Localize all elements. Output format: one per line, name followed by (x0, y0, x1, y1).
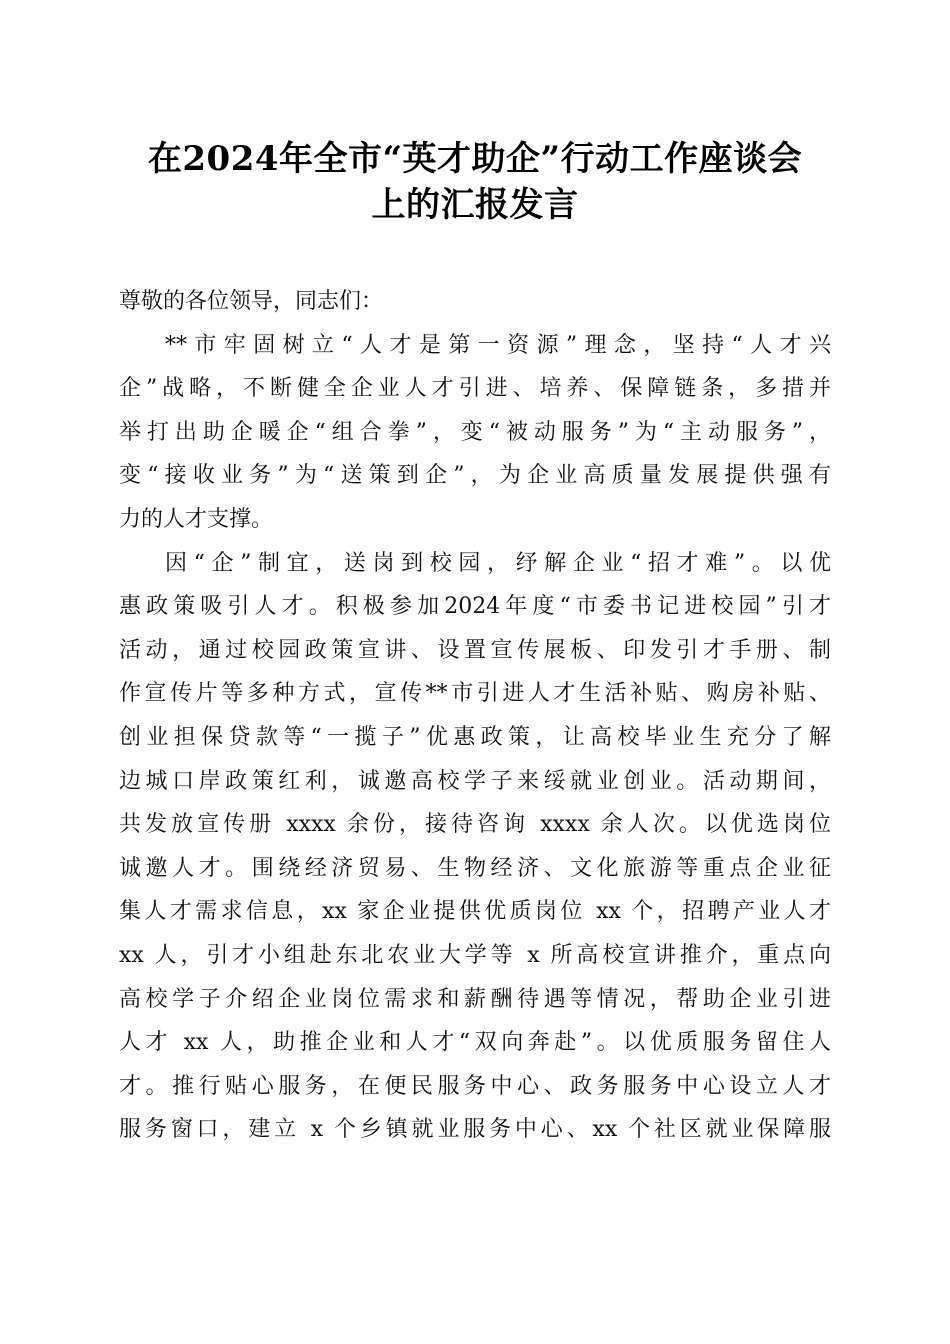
body-text-line: 高校学子介绍企业岗位需求和薪酬待遇等情况，帮助企业引进 (119, 986, 831, 1012)
document-title (100, 136, 850, 228)
document-body (119, 280, 831, 1152)
body-text-line: 人才 xx 人，助推企业和人才“双向奔赴”。以优质服务留住人 (119, 1030, 831, 1056)
body-text-line: 边城口岸政策红利，诚邀高校学子来绥就业创业。活动期间， (119, 768, 831, 794)
body-text-line: 诚邀人才。围绕经济贸易、生物经济、文化旅游等重点企业征 (119, 855, 831, 881)
body-text-line: 才。推行贴心服务，在便民服务中心、政务服务中心设立人才 (119, 1073, 831, 1099)
body-text-line: 共发放宣传册 xxxx 余份，接待咨询 xxxx 余人次。以优选岗位 (119, 812, 831, 838)
body-text-line: **市牢固树立“人才是第一资源”理念，坚持“人才兴 (165, 332, 831, 358)
body-text-line: 服务窗口，建立 x 个乡镇就业服务中心、xx 个社区就业保障服 (119, 1117, 831, 1143)
body-text-line: 创业担保贷款等“一揽子”优惠政策，让高校毕业生充分了解 (119, 724, 831, 750)
body-text-line: 作宣传片等多种方式，宣传**市引进人才生活补贴、购房补贴、 (119, 681, 831, 707)
body-text-line: 集人才需求信息，xx 家企业提供优质岗位 xx 个，招聘产业人才 (119, 899, 831, 925)
body-text-line: xx 人，引才小组赴东北农业大学等 x 所高校宣讲推介，重点向 (119, 942, 831, 968)
title-line-2: 上的汇报发言 (371, 185, 579, 225)
title-line-1: 在2024年全市“英才助企”行动工作座谈会 (147, 139, 803, 179)
body-text-line: 变“接收业务”为“送策到企”，为企业高质量发展提供强有 (119, 463, 831, 489)
body-text-line: 企”战略，不断健全企业人才引进、培养、保障链条，多措并 (119, 376, 831, 402)
body-text-line: 活动，通过校园政策宣讲、设置宣传展板、印发引才手册、制 (119, 637, 831, 663)
body-text-line: 尊敬的各位领导，同志们： (119, 289, 384, 314)
body-text-line: 举打出助企暖企“组合拳”，变“被动服务”为“主动服务”， (119, 419, 831, 445)
body-text-line: 因“企”制宜，送岗到校园，纾解企业“招才难”。以优 (165, 550, 831, 576)
body-text-line: 力的人才支撑。 (119, 506, 274, 532)
body-text-line: 惠政策吸引人才。积极参加2024年度“市委书记进校园”引才 (119, 594, 831, 620)
